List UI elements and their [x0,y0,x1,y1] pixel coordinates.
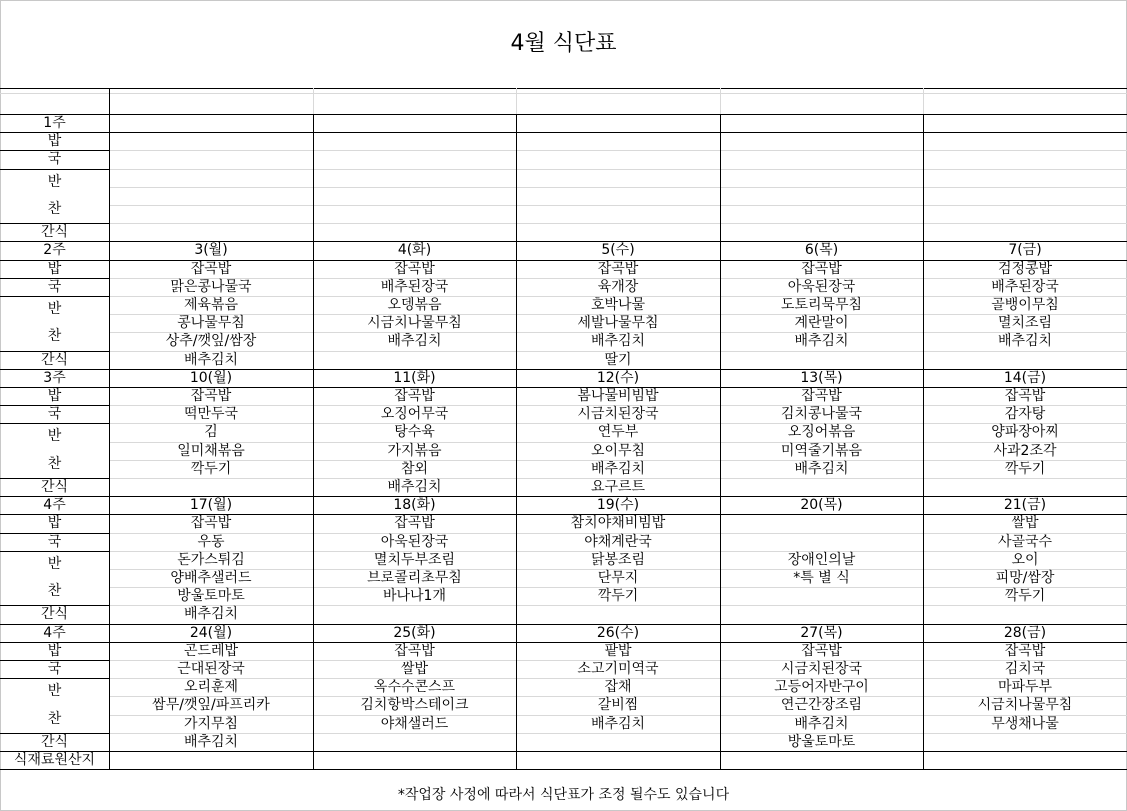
menu-rice [923,132,1127,150]
menu-soup: 떡만두국 [183,406,239,423]
menu-side [720,205,923,223]
row-label-soup: 국 [47,533,62,550]
grid-hline [0,260,109,261]
menu-soup: 시금치된장국 [780,661,863,677]
menu-soup: 김치국 [1004,661,1046,677]
menu-side: 배추김치 [794,460,849,477]
menu-rice: 잡곡밥 [801,260,842,277]
menu-side: 오뎅볶음 [387,297,442,313]
menu-side: 콩나물무침 [177,315,245,332]
grid-vline [720,88,721,114]
menu-side: 참외 [400,460,429,477]
menu-side: 오징어볶음 [787,424,856,441]
grid-vline [313,114,314,769]
menu-side: 골뱅이무침 [991,297,1059,313]
menu-side [720,169,923,187]
menu-side: 배추김치 [590,333,646,350]
menu-soup [313,150,516,168]
menu-snack [720,478,923,496]
menu-side [516,205,720,223]
menu-side: *특 별 식 [793,570,850,586]
menu-side: 깍두기 [1004,588,1046,605]
grid-hline [0,551,109,552]
menu-rice: 잡곡밥 [801,388,842,404]
menu-soup: 소고기미역국 [577,661,659,677]
menu-soup: 감자탕 [1004,406,1046,423]
menu-side: 마파두부 [997,679,1053,696]
day-date: 11(화) [393,369,436,386]
menu-side: 배추김치 [997,333,1053,350]
menu-rice: 검정콩밥 [997,260,1053,277]
row-label-soup: 국 [47,278,62,295]
grid-vline [516,114,517,769]
menu-rice: 팥밥 [604,642,632,659]
menu-soup: 아욱된장국 [380,533,449,550]
week-label: 1주 [43,115,66,131]
menu-rice: 잡곡밥 [801,642,842,659]
menu-side [109,169,313,187]
grid-hline [0,223,109,224]
menu-snack [516,223,720,241]
menu-side [109,187,313,205]
menu-rice [313,132,516,150]
menu-rice: 잡곡밥 [394,260,435,277]
menu-snack: 딸기 [604,351,632,368]
menu-rice: 잡곡밥 [190,515,232,532]
menu-snack [923,478,1127,496]
menu-side: 오리훈제 [183,679,239,696]
menu-rice [720,514,923,532]
day-date: 6(목) [804,242,839,259]
grid-hline [0,150,109,151]
day-date: 28(금) [1003,624,1047,641]
menu-snack [109,223,313,241]
day-date: 3(월) [194,242,228,259]
grid-hline [0,351,109,352]
menu-side: 잡채 [604,679,632,696]
menu-rice: 잡곡밥 [597,260,639,277]
menu-rice [109,132,313,150]
menu-side: 배추김치 [794,333,849,350]
menu-soup [923,150,1127,168]
menu-side: 배추김치 [590,715,646,732]
day-date: 12(수) [596,369,640,386]
grid-hline [0,733,109,734]
grid-hline [0,533,109,534]
menu-rice: 잡곡밥 [190,260,232,277]
menu-side [720,187,923,205]
day-date [516,114,720,132]
day-date [109,114,313,132]
grid-hline [0,387,109,388]
menu-soup: 육개장 [597,278,639,295]
day-date: 4(화) [397,242,432,259]
menu-side: 바나나1개 [382,588,446,605]
menu-snack [313,605,516,623]
menu-side [109,205,313,223]
menu-side: 시금치나물무침 [367,315,462,332]
row-label-rice: 밥 [47,515,62,532]
row-label-soup: 국 [47,661,62,677]
menu-soup [109,150,313,168]
menu-side: 멸치두부조림 [373,551,456,568]
menu-side: 돈가스튀김 [177,551,245,568]
menu-side [313,187,516,205]
menu-side: 연근간장조림 [780,697,863,714]
menu-snack [720,605,923,623]
menu-soup: 김치콩나물국 [780,406,863,423]
menu-rice: 잡곡밥 [1004,642,1046,659]
row-label-snack: 간식 [40,733,69,750]
row-label-soup: 국 [47,406,62,423]
menu-rice: 쌀밥 [1011,515,1039,532]
row-label-soup: 국 [47,151,62,168]
grid-hline [0,660,109,661]
row-label-origin: 식재료원산지 [13,752,96,768]
grid-hline [0,678,109,679]
grid-hline [0,514,109,515]
row-label-side: 찬 [47,200,62,217]
grid-hline [0,132,109,133]
grid-hline [0,478,109,479]
menu-snack: 방울토마토 [787,733,856,750]
menu-rice: 잡곡밥 [394,515,435,532]
menu-soup: 사골국수 [997,533,1053,550]
menu-side [923,169,1127,187]
day-date: 24(월) [189,624,233,641]
grid-hline [0,642,109,643]
day-date: 26(수) [596,624,640,641]
menu-soup [720,150,923,168]
row-label-rice: 밥 [47,642,62,659]
menu-snack [923,605,1127,623]
grid-vline [313,88,314,114]
row-label-snack: 간식 [40,479,69,495]
menu-side: 깍두기 [190,460,232,477]
menu-side: 김치항박스테이크 [360,697,469,714]
week-label: 3주 [43,369,66,386]
menu-side: 가지무침 [183,715,239,732]
menu-snack [720,351,923,369]
menu-side: 계란말이 [794,315,849,332]
menu-side: 상추/깻잎/쌈장 [165,333,257,350]
menu-soup: 근대된장국 [177,661,245,677]
menu-side: 양배추샐러드 [170,570,252,586]
menu-side: 쌈무/깻잎/파프리카 [152,697,270,714]
footer-note: *작업장 사정에 따라서 식단표가 조정 될수도 있습니다 [397,787,730,803]
row-label-rice: 밥 [47,260,62,277]
menu-side [516,187,720,205]
menu-side: 방울토마토 [177,588,245,605]
row-label-side: 찬 [47,328,62,345]
menu-snack [516,733,720,751]
menu-soup: 맑은콩나물국 [170,278,252,295]
menu-snack: 배추김치 [183,351,239,368]
grid-hline [0,278,109,279]
menu-soup: 배추된장국 [991,278,1059,295]
menu-side: 브로콜리초무침 [367,570,462,586]
menu-side: 연두부 [597,424,639,441]
menu-snack: 배추김치 [387,479,442,495]
grid-hline [0,751,1127,752]
menu-snack [516,605,720,623]
menu-side [923,187,1127,205]
day-date: 14(금) [1003,369,1047,386]
grid-hline [0,93,1127,94]
week-label: 4주 [43,624,66,641]
grid-vline [109,88,110,769]
menu-snack [313,733,516,751]
menu-soup: 배추된장국 [380,278,449,295]
menu-soup [720,533,923,551]
menu-rice: 봄나물비빔밥 [577,388,659,404]
grid-vline [516,88,517,114]
menu-side: 사과2조각 [993,442,1057,459]
row-label-side: 찬 [47,583,62,600]
grid-hline [0,169,109,170]
row-label-rice: 밥 [47,133,62,150]
grid-hline [0,605,109,606]
menu-soup: 야채계란국 [584,533,652,550]
menu-side: 탕수육 [394,424,435,441]
menu-side: 김 [204,424,218,441]
menu-side: 깍두기 [597,588,639,605]
menu-side: 배추김치 [387,333,442,350]
day-date: 21(금) [1003,497,1047,514]
grid-vline [923,88,924,114]
week-label: 4주 [43,497,66,514]
menu-side [516,169,720,187]
menu-snack: 배추김치 [183,606,239,623]
menu-rice: 잡곡밥 [1004,388,1046,404]
page-title: 4월 식단표 [510,31,617,56]
menu-side: 시금치나물무침 [977,697,1073,714]
row-label-side: 찬 [47,455,62,472]
row-label-rice: 밥 [47,388,62,404]
menu-side: 미역줄기볶음 [780,442,863,459]
day-date: 10(월) [189,369,233,386]
day-date [720,114,923,132]
menu-side: 고등어자반구이 [774,679,869,696]
row-label-snack: 간식 [40,351,69,368]
row-label-snack: 간식 [40,606,69,623]
menu-snack [923,351,1127,369]
menu-snack [313,351,516,369]
menu-side [313,205,516,223]
menu-rice: 참치야채비빔밥 [570,515,666,532]
grid-vline [720,114,721,769]
menu-soup [516,150,720,168]
menu-side: 오이 [1011,551,1039,568]
day-date: 27(목) [800,624,843,641]
day-date [313,114,516,132]
day-date: 5(수) [601,242,635,259]
menu-side: 도토리묵무침 [780,297,863,313]
menu-side: 일미채볶음 [177,442,245,459]
menu-side: 오이무침 [590,442,646,459]
row-label-side: 찬 [47,710,62,727]
menu-soup: 오징어무국 [380,406,449,423]
menu-rice: 잡곡밥 [190,388,232,404]
grid-hline [0,769,1127,770]
menu-side: 야채샐러드 [380,715,449,732]
week-label: 2주 [43,242,66,259]
menu-soup: 우동 [197,533,225,550]
menu-side: 가지볶음 [387,442,442,459]
grid-hline [0,296,109,297]
menu-side: 호박나물 [590,297,646,313]
menu-side: 단무지 [597,570,639,586]
menu-snack: 요구르트 [590,479,646,495]
grid-hline [0,405,109,406]
menu-side: 배추김치 [590,460,646,477]
menu-side: 깍두기 [1004,460,1046,477]
grid-hline [0,88,1127,89]
menu-soup: 아욱된장국 [787,278,856,295]
menu-side: 장애인의날 [787,551,856,568]
menu-rice: 잡곡밥 [394,388,435,404]
menu-side: 피망/쌈장 [995,570,1055,586]
day-date: 17(월) [189,497,233,514]
menu-side: 멸치조림 [997,315,1053,332]
menu-side [923,205,1127,223]
menu-side: 세발나물무침 [577,315,659,332]
row-label-side: 반 [47,173,62,190]
menu-side: 제육볶음 [183,297,239,313]
menu-side: 닭봉조림 [590,551,646,568]
menu-side: 배추김치 [794,715,849,732]
menu-rice [720,132,923,150]
row-label-side: 반 [47,683,62,700]
menu-rice: 잡곡밥 [394,642,435,659]
grid-hline [0,423,109,424]
menu-snack [109,478,313,496]
menu-soup: 쌀밥 [400,661,429,677]
menu-rice: 곤드레밥 [183,642,239,659]
day-date: 25(화) [393,624,436,641]
day-date: 18(화) [393,497,436,514]
grid-vline [923,114,924,769]
menu-side: 무생채나물 [991,715,1059,732]
menu-rice [516,132,720,150]
menu-snack [720,223,923,241]
day-date: 7(금) [1008,242,1042,259]
row-label-side: 반 [47,428,62,445]
row-label-snack: 간식 [40,224,69,241]
day-date [923,114,1127,132]
row-label-side: 반 [47,555,62,572]
menu-soup: 시금치된장국 [577,406,659,423]
menu-side [313,169,516,187]
menu-side: 옥수수콘스프 [373,679,456,696]
menu-side: 갈비찜 [597,697,639,714]
menu-snack [313,223,516,241]
menu-side: 양파장아찌 [991,424,1059,441]
menu-snack: 배추김치 [183,733,239,750]
menu-snack [923,733,1127,751]
day-date: 19(수) [596,497,640,514]
day-date: 13(목) [800,369,843,386]
day-date: 20(목) [800,497,843,514]
menu-side [720,587,923,605]
menu-snack [923,223,1127,241]
row-label-side: 반 [47,301,62,317]
